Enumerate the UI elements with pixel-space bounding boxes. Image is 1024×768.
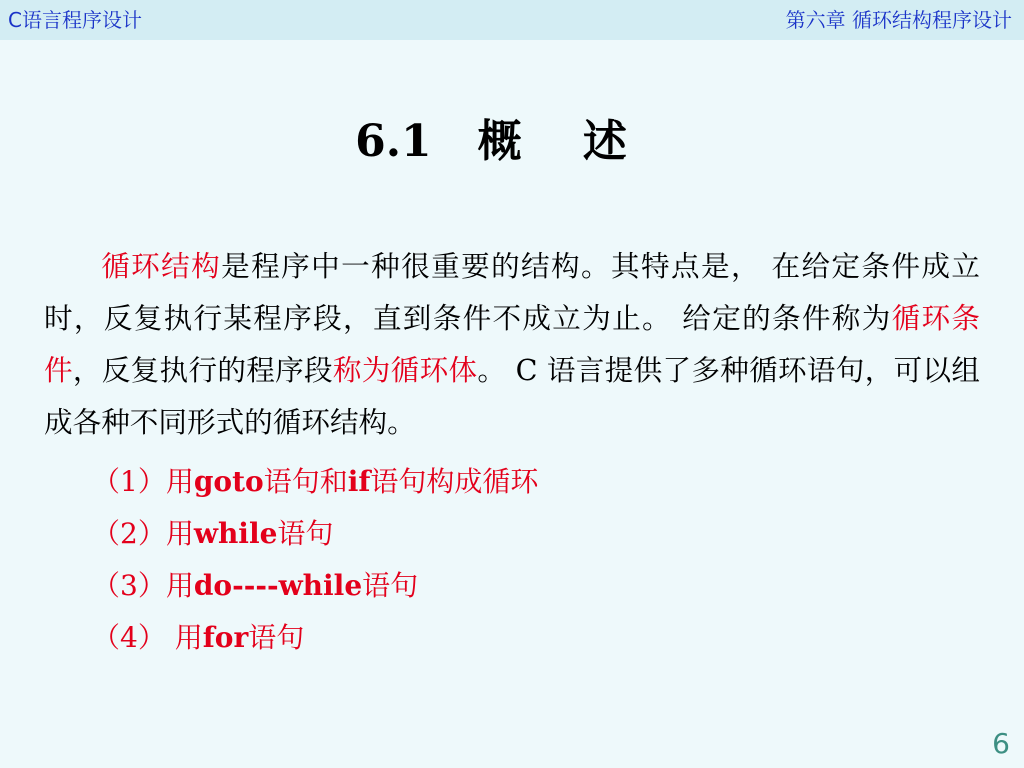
item-text: 语句: [362, 569, 419, 602]
paragraph-text: 是程序中一种很重要的结构。其特点是， 在给定条件成立时，反复执行某程序段，直到条件不成立为止。 给定的条件称为: [44, 249, 980, 335]
paragraph-text: 。 C 语言提供了多种循环语句，可以组成各种不同形式的循环结构。: [44, 353, 980, 439]
keyword: for: [202, 621, 249, 654]
item-number: （2）: [92, 517, 166, 550]
term-loop-structure: 循环结构: [101, 249, 222, 283]
item-text: 语句: [248, 621, 305, 654]
paragraph-text: ，反复执行的程序段: [72, 353, 333, 387]
list-item: [92, 508, 538, 560]
list-item: [92, 456, 538, 508]
keyword: do----while: [193, 569, 363, 602]
list-item: [92, 560, 538, 612]
list-item: [92, 612, 538, 664]
keyword: goto: [193, 465, 264, 498]
item-text: 语句构成循环: [370, 465, 539, 498]
course-title: C语言程序设计: [8, 8, 142, 32]
item-text: 语句: [277, 517, 334, 550]
item-prefix: 用: [165, 621, 203, 654]
term-loop-condition: 循环条件: [44, 301, 980, 387]
item-number: （3）: [92, 569, 166, 602]
body-paragraph: [44, 240, 980, 448]
item-text: 语句和: [263, 465, 348, 498]
item-number: （1）: [92, 465, 166, 498]
page-number: 6: [992, 727, 1010, 760]
header-bar: [0, 0, 1024, 40]
chapter-title: 第六章 循环结构程序设计: [785, 8, 1012, 32]
slide-title: 6.1 概 述: [355, 116, 627, 167]
item-prefix: 用: [165, 517, 194, 550]
term-loop-body: 称为循环体: [332, 353, 478, 387]
item-number: （4）: [92, 621, 166, 654]
keyword: while: [193, 517, 278, 550]
keyword: if: [347, 465, 371, 498]
item-prefix: 用: [165, 465, 194, 498]
loop-statement-list: [92, 456, 538, 664]
item-prefix: 用: [165, 569, 194, 602]
